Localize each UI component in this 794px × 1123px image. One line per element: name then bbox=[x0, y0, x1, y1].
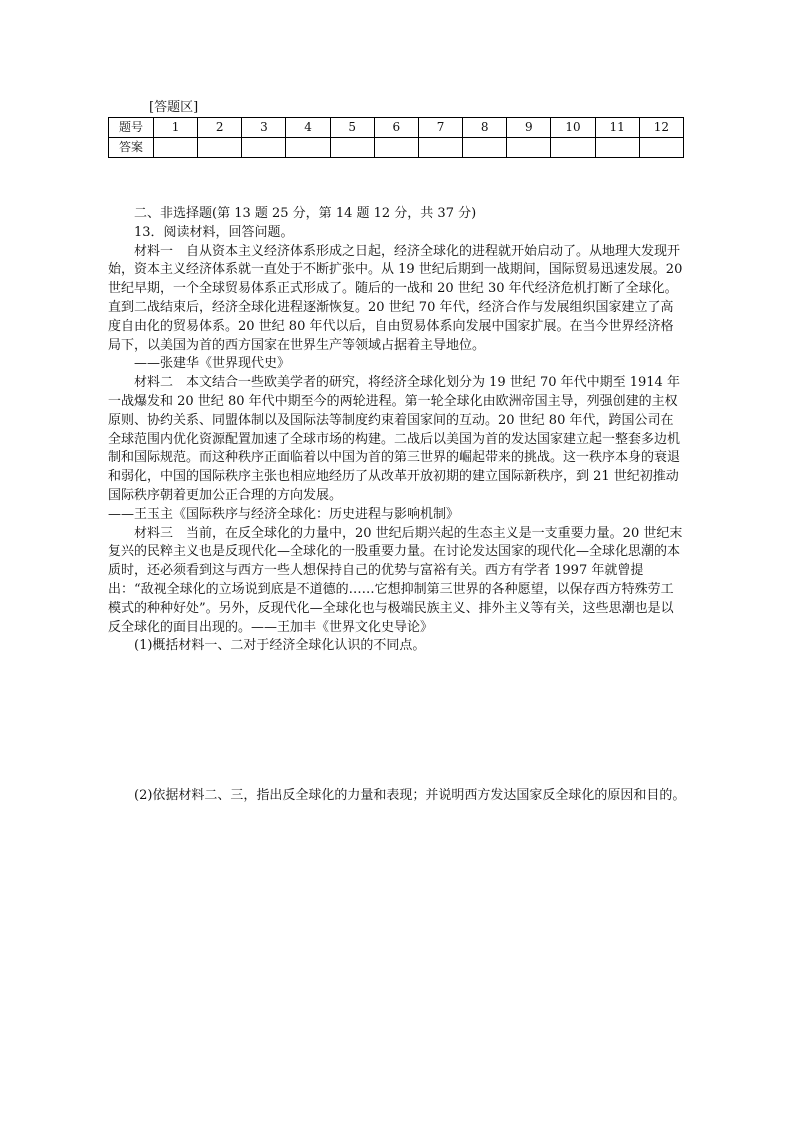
answer-cell[interactable] bbox=[286, 138, 330, 158]
question-number-cell: 8 bbox=[463, 118, 507, 138]
question-number-cell: 7 bbox=[418, 118, 462, 138]
question-number-cell: 3 bbox=[242, 118, 286, 138]
question-13-intro: 13．阅读材料，回答问题。 bbox=[134, 224, 294, 240]
answer-cell[interactable] bbox=[242, 138, 286, 158]
material-1-source: ——张建华《世界现代史》 bbox=[134, 356, 291, 372]
answer-area-label: [答题区] bbox=[149, 100, 199, 115]
sub-question-1: (1)概括材料一、二对于经济全球化认识的不同点。 bbox=[134, 638, 426, 654]
question-number-cell: 10 bbox=[551, 118, 595, 138]
answer-cell[interactable] bbox=[595, 138, 639, 158]
answer-cell[interactable] bbox=[154, 138, 198, 158]
question-number-cell: 1 bbox=[154, 118, 198, 138]
answer-cell[interactable] bbox=[507, 138, 551, 158]
answer-header: 答案 bbox=[109, 138, 154, 158]
question-number-cell: 2 bbox=[198, 118, 242, 138]
answer-cell[interactable] bbox=[418, 138, 462, 158]
table-row bbox=[109, 138, 684, 158]
question-number-cell: 4 bbox=[286, 118, 330, 138]
answer-cell[interactable] bbox=[374, 138, 418, 158]
question-number-header: 题号 bbox=[109, 118, 154, 138]
answer-cell[interactable] bbox=[639, 138, 683, 158]
question-number-cell: 12 bbox=[639, 118, 683, 138]
answer-cell[interactable] bbox=[551, 138, 595, 158]
answer-cell[interactable] bbox=[463, 138, 507, 158]
question-number-cell: 9 bbox=[507, 118, 551, 138]
material-3: 材料三 当前，在反全球化的力量中，20 世纪后期兴起的生态主义是一支重要力量。20 世纪末复兴的民粹主义也是反现代化—全球化的一股重要力量。在讨论发达国家的现代化—全球化思潮的本质时，还必须看到这与西方一些人想保持自己的优势与富裕有关。西方有学者 1997 年就曾提出：“敌视全球化的立场说到底是不道德的……它想抑制第三世界的各种愿望，以保存西方特殊劳工模式的种种好处”。另外，反现代化—全球化也与极端民族主义、排外主义等有关，这些思潮也是以反全球化的面目出现的。——王加丰《世界文化史导论》 bbox=[108, 525, 683, 635]
section-title: 二、非选择题(第 13 题 25 分，第 14 题 12 分，共 37 分) bbox=[134, 206, 477, 221]
answer-cell[interactable] bbox=[198, 138, 242, 158]
table-row bbox=[109, 118, 684, 138]
material-2: 材料二 本文结合一些欧美学者的研究，将经济全球化划分为 19 世纪 70 年代中期至 1914 年一战爆发和 20 世纪 80 年代中期至今的两轮进程。第一轮全球化由欧洲帝国主导，列强创建的主权原则、协约关系、同盟体制以及国际法等制度约束着国家间的互动。20 世纪 80 年代，跨国公司在全球范围内优化资源配置加速了全球市场的构建。二战后以美国为首的发达国家建立起一整套多边机制和国际规范。而这种秩序正面临着以中国为首的第三世界的崛起带来的挑战。这一秩序本身的衰退和弱化，中国的国际秩序主张也相应地经历了从改革开放初期的建立国际新秩序，到 21 世纪初推动国际秩序朝着更加公正合理的方向发展。 bbox=[108, 375, 681, 503]
material-2-source: ——王玉主《国际秩序与经济全球化：历史进程与影响机制》 bbox=[108, 506, 460, 522]
sub-question-2: (2)依据材料二、三，指出反全球化的力量和表现；并说明西方发达国家反全球化的原因和目的。 bbox=[134, 788, 686, 804]
material-1: 材料一 自从资本主义经济体系形成之日起，经济全球化的进程就开始启动了。从地理大发现开始，资本主义经济体系就一直处于不断扩张中。从 19 世纪后期到一战期间，国际贸易迅速发展。20 世纪早期，一个全球贸易体系正式形成了。随后的一战和 20 世纪 30 年代经济危机打断了全球化。直到二战结束后，经济全球化进程逐渐恢复。20 世纪 70 年代，经济合作与发展组织国家建立了高度自由化的贸易体系。20 世纪 80 年代以后，自由贸易体系向发展中国家扩展。在当今世界经济格局下，以美国为首的西方国家在世界生产等领域占据着主导地位。 bbox=[108, 243, 683, 353]
answer-cell[interactable] bbox=[330, 138, 374, 158]
question-content bbox=[108, 205, 686, 806]
answer-table bbox=[108, 117, 684, 158]
question-number-cell: 5 bbox=[330, 118, 374, 138]
question-number-cell: 11 bbox=[595, 118, 639, 138]
question-number-cell: 6 bbox=[374, 118, 418, 138]
